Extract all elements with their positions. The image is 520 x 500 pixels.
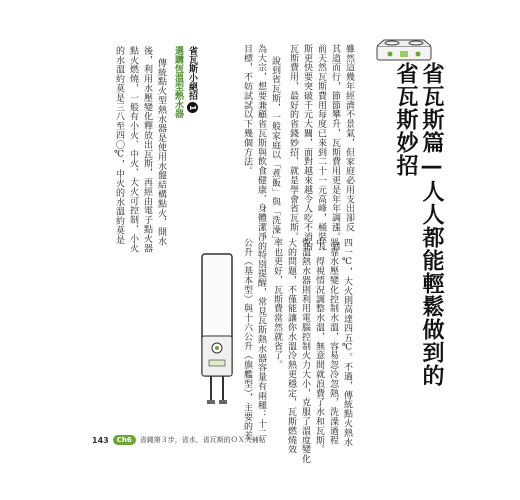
body-line: 點火燃燒，一般有小火、中火、大火可控制，小火 [128,46,138,253]
body-line: 目標，不妨試試以下幾個方法。 [242,44,252,176]
body-line: 雖然這幾年經濟不景氣，但家庭必用支出卻反 [344,44,354,232]
chapter-running-title: 省錢第３步，省水，省瓦斯的ＯＸ大補帖 [139,436,266,444]
tip-heading-label: 省瓦斯小絕招 [187,46,197,100]
chapter-badge: Ch6 [113,435,136,445]
page-number: 143 [92,435,109,445]
body-line: 公升（基本型）與十六公升（旗艦型），主要的差 [242,238,252,441]
body-line: 瓦斯費用，最好的省錢妙招，就是學會省瓦斯。 [288,44,298,242]
body-line: 大的問題，不僅能讓你水溫冷熱更穩定，瓦斯燃燒效 [286,238,296,455]
body-line: 斯更快要突破千元大關，面對越來越令人吃不消的 [302,44,312,251]
body-line: 說到省瓦斯，一般家庭以「煮飯」與「洗澡」 [270,56,280,244]
body-line: 特別提醒，常見瓦斯熱水器容量有兩種：十二 [256,250,266,438]
water-heater-icon [200,250,234,410]
tip-heading [186,46,199,113]
body-line: 器靠水壓變化控制水溫，容易忽冷忽熱，洗澡過程 [328,238,338,445]
body-line: 後，利用水壓變化釋放出瓦斯，再經由電子點火器 [142,46,152,253]
body-line: 傳統點火型熱水器是使用水盤結構點火，開水 [156,58,166,246]
gas-stove-icon [374,36,434,64]
section-heading: 選購恆溫型熱水器 [173,46,183,118]
body-line: 的水溫約莫是三八至四〇℃，中火的水溫約莫是 [114,46,124,245]
page-footer [92,432,266,448]
tip-number-badge: 1 [187,102,198,113]
body-line: 四一℃，大火則高達四五℃。不過，傳統點火熱水 [342,238,352,447]
body-line: 前天然瓦斯費用每度已來到二十一元高峰，桶裝瓦 [316,44,326,251]
body-line: 恆溫熱水器則利用電腦控制火力大小，克服了溫度變化 [300,238,310,464]
body-line: 為大宗，想要兼顧省瓦斯與飲食健康、身體潔淨的 [256,44,266,251]
body-line: 中，得視情況調整水溫，無意間就浪費了水和瓦斯。 [314,238,324,455]
body-line: 率也更好，瓦斯費當然就省了。 [272,238,282,370]
body-line: 其道而行，節節攀升，瓦斯費用更是年年調漲。目 [330,44,340,251]
chapter-title: 省瓦斯篇—人人都能輕鬆做到的省瓦斯妙招 [393,62,444,387]
